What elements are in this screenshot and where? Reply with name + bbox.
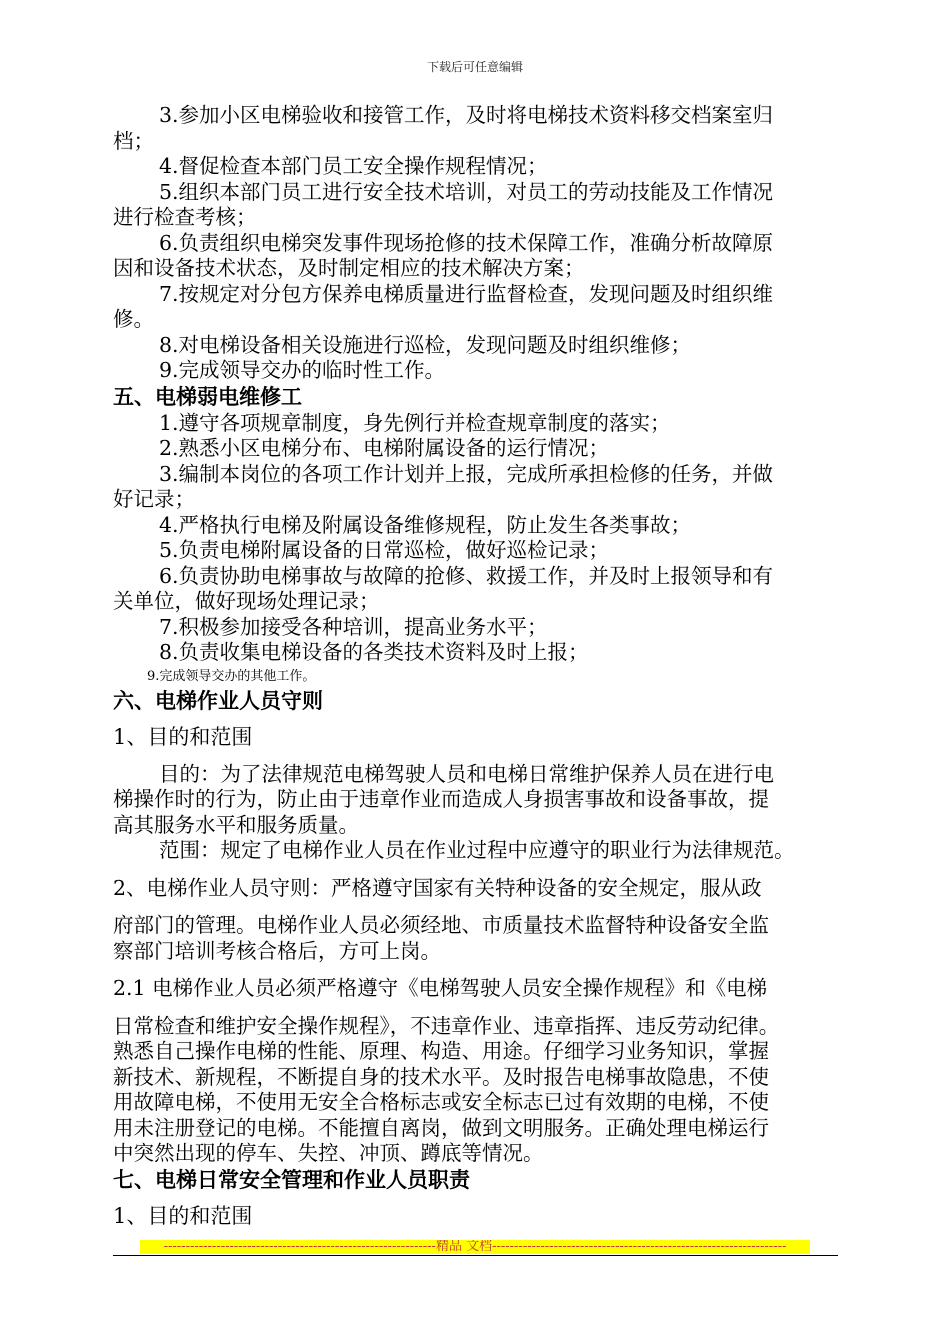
section-heading: 七、电梯日常安全管理和作业人员职责 [113,1167,470,1192]
paragraph-line: 日常检查和维护安全操作规程》，不违章作业、违章指挥、违反劳动纪律。 [113,1013,780,1038]
list-item-cont: 因和设备技术状态，及时制定相应的技术解决方案； [113,256,585,280]
list-item: 1.遵守各项规章制度，身先例行并检查规章制度的落实； [159,410,671,435]
paragraph-line: 用故障电梯，不使用无安全合格标志或安全标志已过有效期的电梯，不使 [113,1090,769,1114]
footer-watermark: --------------------------------------------------------------精品 文档------------------------------------------------------------------- [140,1240,810,1254]
list-item: 3.参加小区电梯验收和接管工作，及时将电梯技术资料移交档案室归 [159,103,774,127]
list-item-small: 9.完成领导交办的其他工作。 [147,668,316,684]
paragraph-line: 熟悉自己操作电梯的性能、原理、构造、用途。仔细学习业务知识，掌握 [113,1039,769,1063]
subsection-heading: 1、目的和范围 [113,1203,253,1228]
paragraph-line: 梯操作时的行为，防止由于违章作业而造成人身损害事故和设备事故，提 [113,787,769,811]
paragraph-line: 高其服务水平和服务质量。 [113,812,359,837]
list-item-cont: 进行检查考核； [113,205,257,229]
list-item: 4.督促检查本部门员工安全操作规程情况； [159,154,548,178]
list-item: 6.负责协助电梯事故与故障的抢修、救援工作，并及时上报领导和有 [159,563,774,588]
paragraph-line: 中突然出现的停车、失控、冲顶、蹲底等情况。 [113,1141,544,1165]
paragraph-line: 2.1 电梯作业人员必须严格遵守《电梯驾驶人员安全操作规程》和《电梯 [113,976,768,1000]
list-item: 5.负责电梯附属设备的日常巡检，做好巡检记录； [159,538,610,562]
list-item: 6.负责组织电梯突发事件现场抢修的技术保障工作，准确分析故障原 [159,230,774,255]
list-item: 8.负责收集电梯设备的各类技术资料及时上报； [159,640,589,664]
list-item-cont: 关单位，做好现场处理记录； [113,589,380,613]
header-note: 下载后可任意编辑 [426,60,523,74]
paragraph-line: 2、电梯作业人员守则：严格遵守国家有关特种设备的安全规定，服从政 [113,875,762,900]
subsection-heading: 1、目的和范围 [113,724,253,749]
list-item: 7.积极参加接受各种培训，提高业务水平； [159,614,548,639]
footer-divider [113,1255,838,1256]
section-heading: 五、电梯弱电维修工 [113,384,302,409]
paragraph-line: 范围：规定了电梯作业人员在作业过程中应遵守的职业行为法律规范。 [159,838,795,862]
list-item: 5.组织本部门员工进行安全技术培训，对员工的劳动技能及工作情况 [159,179,774,204]
paragraph-line: 府部门的管理。电梯作业人员必须经地、市质量技术监督特种设备安全监 [113,913,769,937]
list-item: 4.严格执行电梯及附属设备维修规程，防止发生各类事故； [159,512,692,537]
paragraph-line: 察部门培训考核合格后，方可上岗。 [113,938,441,963]
paragraph-line: 目的：为了法律规范电梯驾驶人员和电梯日常维护保养人员在进行电 [159,761,774,786]
list-item: 7.按规定对分包方保养电梯质量进行监督检查，发现问题及时组织维 [159,281,774,306]
list-item: 3.编制本岗位的各项工作计划并上报，完成所承担检修的任务，并做 [159,461,774,486]
list-item-cont: 档； [113,128,154,153]
paragraph-line: 用未注册登记的电梯。不能擅自离岗，做到文明服务。正确处理电梯运行 [113,1115,769,1140]
list-item: 9.完成领导交办的临时性工作。 [159,358,446,382]
list-item-cont: 修。 [113,307,154,331]
list-item-cont: 好记录； [113,487,195,511]
section-heading: 六、电梯作业人员守则 [113,688,323,713]
paragraph-line: 新技术、新规程，不断提自身的技术水平。及时报告电梯事故隐患，不使 [113,1064,769,1089]
document-body [113,103,843,1241]
list-item: 2.熟悉小区电梯分布、电梯附属设备的运行情况； [159,436,610,460]
list-item: 8.对电梯设备相关设施进行巡检，发现问题及时组织维修； [159,332,692,357]
